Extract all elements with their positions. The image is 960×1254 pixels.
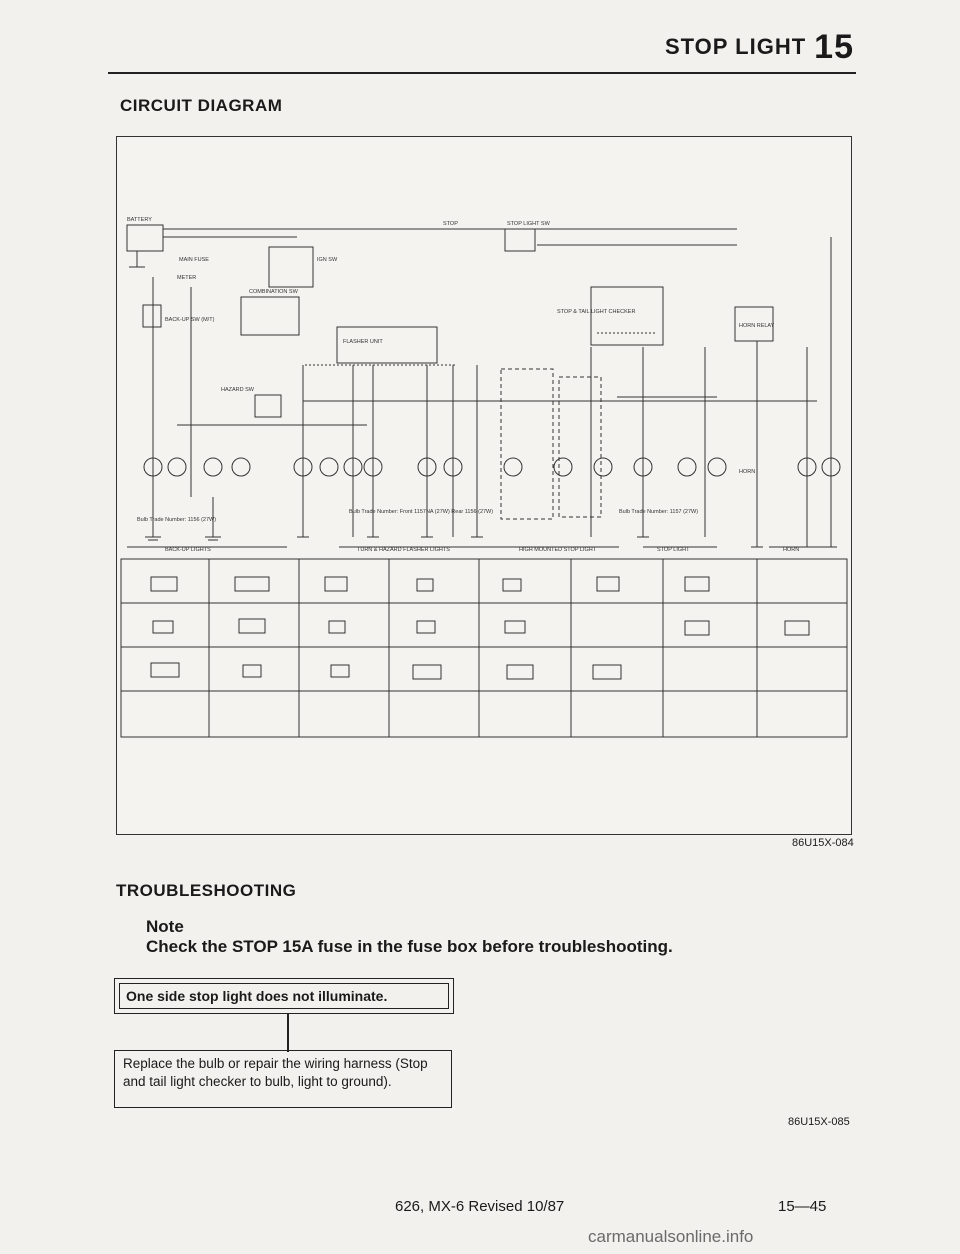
note-title: Note — [146, 917, 184, 936]
tail-light-checker-symbol — [591, 287, 663, 345]
action-text: Replace the bulb or repair the wiring harness (Stop and tail light checker to bulb, light to ground). — [123, 1056, 428, 1089]
page-header-title — [665, 28, 854, 67]
note-text: Check the STOP 15A fuse in the fuse box before troubleshooting. — [146, 937, 673, 956]
bracket-high-mount: HIGH MOUNTED STOP LIGHT — [519, 547, 597, 553]
label-flasher-unit: FLASHER UNIT — [343, 339, 383, 345]
note-block — [146, 917, 673, 957]
bracket-horn: HORN — [783, 547, 800, 553]
connector-icons — [151, 577, 809, 679]
watermark-text: carmanualsonline.info — [588, 1227, 754, 1246]
ign-switch-symbol — [269, 247, 313, 287]
symptom-text: One side stop light does not illuminate. — [119, 983, 449, 1009]
circuit-diagram — [116, 136, 852, 835]
bracket-back-up-lights: BACK-UP LIGHTS — [165, 547, 211, 553]
stop-light-switch-symbol — [505, 229, 535, 251]
high-mount-dashed-group-2 — [559, 377, 601, 517]
figure-id-troubleshooting: 86U15X-085 — [788, 1116, 850, 1128]
label-tail-light-checker: STOP & TAIL LIGHT CHECKER — [557, 309, 636, 315]
label-combination-sw: COMBINATION SW — [249, 289, 298, 295]
ground-symbols — [145, 537, 837, 547]
header-rule — [108, 72, 856, 74]
section-title-troubleshooting: TROUBLESHOOTING — [116, 881, 297, 900]
label-bulb-backup: Bulb Trade Number: 1156 (27W) — [137, 517, 217, 523]
label-horn: HORN — [739, 469, 756, 475]
label-main-fuse: MAIN FUSE — [179, 257, 209, 263]
bracket-turn-hazard: TURN & HAZARD FLASHER LIGHTS — [357, 547, 450, 553]
action-box — [114, 1050, 452, 1108]
label-hazard-sw: HAZARD SW — [221, 387, 254, 393]
hazard-switch-symbol — [255, 395, 281, 417]
label-ign-switch: IGN SW — [317, 257, 338, 263]
label-bulb-front: Bulb Trade Number: Front 1157NA (27W) Rear 1156 (27W) — [349, 509, 494, 515]
back-up-switch-symbol — [143, 305, 161, 327]
wiring-diagram-svg — [117, 137, 851, 834]
high-mount-dashed-group — [501, 369, 553, 519]
label-horn-relay: HORN RELAY — [739, 323, 775, 329]
label-bulb-stop: Bulb Trade Number: 1157 (27W) — [619, 509, 699, 515]
footer-model: 626, MX-6 Revised 10/87 — [395, 1198, 565, 1215]
label-stop-light-sw: STOP LIGHT SW — [507, 221, 550, 227]
connector-grid — [121, 559, 847, 737]
label-battery: BATTERY — [127, 217, 152, 223]
bracket-stop-light: STOP LIGHT — [657, 547, 690, 553]
figure-id-circuit: 86U15X-084 — [792, 837, 854, 849]
section-title-circuit-diagram: CIRCUIT DIAGRAM — [120, 96, 283, 115]
bulb-row — [144, 458, 840, 476]
flasher-unit-symbol — [337, 327, 437, 363]
flowchart-connector — [287, 1014, 289, 1052]
label-stop-fuse: STOP — [443, 221, 458, 227]
symptom-box — [114, 978, 454, 1014]
label-back-up-sw: BACK-UP SW (M/T) — [165, 317, 215, 323]
combination-switch-symbol — [241, 297, 299, 335]
battery-symbol — [127, 225, 163, 251]
header-section-number: 15 — [814, 28, 854, 66]
header-title-text: STOP LIGHT — [664, 34, 807, 59]
label-meter: METER — [177, 275, 197, 281]
footer-page-number: 15—45 — [778, 1198, 827, 1215]
